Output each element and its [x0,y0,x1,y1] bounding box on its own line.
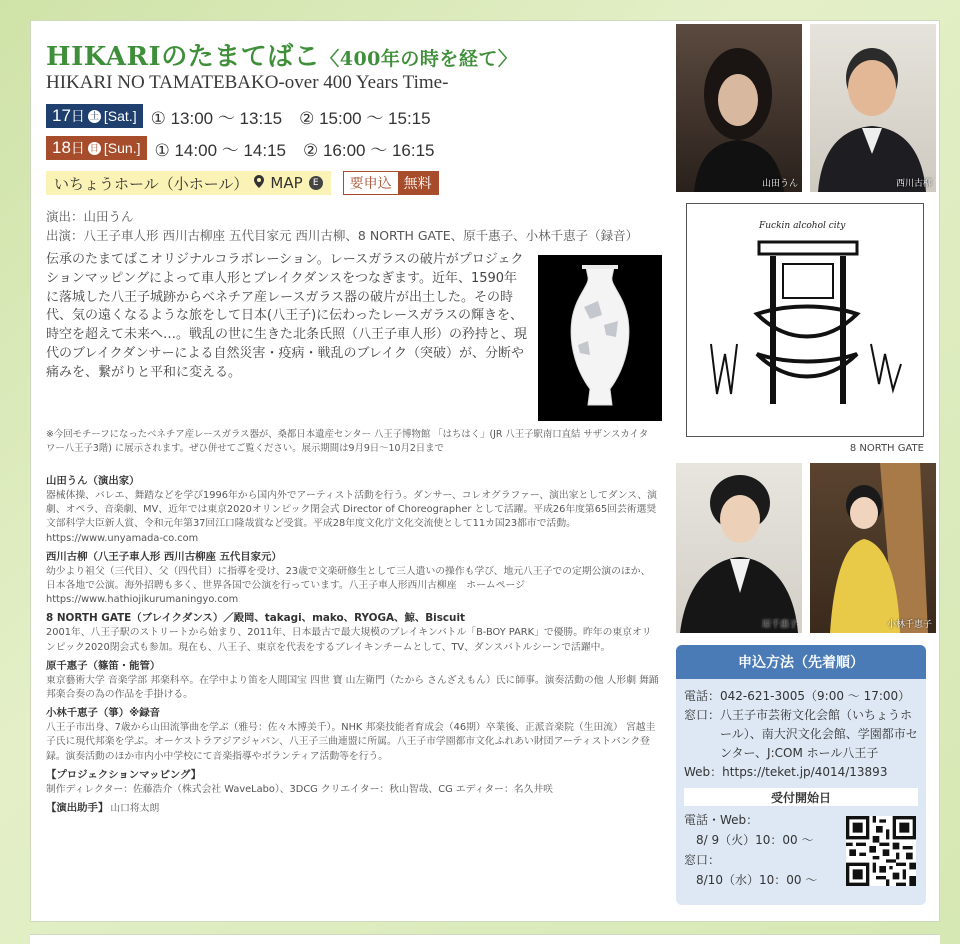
apply-badge [343,171,439,195]
photo-caption: 小林千恵子 [886,620,932,630]
start-window-label: 窓口： [684,853,721,867]
bio-projection [46,768,660,797]
photo-caption: 山田うん [761,179,798,189]
apply-window-row [684,706,918,763]
apply-method-title: 申込方法（先着順） [676,645,926,679]
date-badge [46,104,143,128]
bio-name: 8 NORTH GATE（ブレイクダンス）／殿岡、takagi、mako、RYOGA、鯨、Biscuit [46,612,465,625]
exhibition-note: ※今回モチーフになったベネチア産レースガラス器が、桑都日本遺産センター 八王子博物館 「はちはく」(JR 八王子駅南口直結 サザンスカイタワー八王子3階) に展示されます。ぜひ併せてご覧ください。展示期間は9月9日～10月2日まで [46,429,649,454]
fee-free: 無料 [398,172,438,194]
map-mark: E [309,176,323,190]
bios [46,474,660,820]
bio-nishikawa [46,550,660,608]
bio-text: 2001年、八王子駅のストリートから始まり、2011年、日本最古で最大規模のブレイキンバトル「B-BOY PARK」で優勝。昨年の東京オリンピック2020閉会式も参加。現在も、八王子、東京を代表をするブレイキンチームとして、TV、ダンスバトルシーンで活躍中。 [46,627,652,653]
credit-cast: 出演：八王子車人形 西川古柳座 五代目家元 西川古柳、8 NORTH GATE、原千惠子、小林千恵子（録音） [46,228,639,243]
photo-caption: 原千惠子 [761,620,798,630]
phone-label: 電話： [684,689,721,703]
apply-required: 要申込 [344,172,398,194]
date-times: ① 13:00 ～ 13:15 ② 15:00 ～ 15:15 [150,108,431,128]
photo-yamada [676,24,802,192]
date-row-17 [46,104,431,128]
apply-phone-row [684,687,918,706]
title-sub: 〈400年の時を経て〉 [320,48,518,70]
date-day: 17 [52,106,71,125]
glass-vase-image [538,255,662,421]
start-web-label: 電話・Web： [684,813,759,827]
date-row-18 [46,136,435,160]
bio-text: 幼少より祖父（三代目）、父（四代目）に指導を受け、23歳で文楽研修生として三人遣いの操作も学び、地元八王子での定期公演のほか、日本各地で公演。海外招聘も多く、世界各国で公演を行っています。八王子車人形西川古柳座 ホームページ https://www.hathiojikurumaningyo.com [46,565,651,606]
apply-web-row [684,763,918,782]
apply-method-box [676,645,926,905]
venue-row [46,171,439,195]
bio-name: 【演出助手】 [46,802,109,815]
window-locations: 八王子市芸術文化会館（いちょうホール）、南大沢文化会館、学園都市センター、J:COM ホール八王子 [720,708,918,760]
bio-name: 小林千恵子（箏）※録音 [46,707,161,720]
dow-mark: 日 [89,142,99,153]
bio-name: 山田うん（演出家） [46,475,140,487]
bio-text: 器械体操、バレエ、舞踏などを学び1996年から国内外でアーティスト活動を行う。ダンサー、コレオグラファー、演出家としてダンス、演劇、オペラ、音楽劇、MV、近年では東京2020オリンピック閉会式 Director of Choreographer として活躍。平成26年度第65回芸術選奨文部科学大臣新人賞、令和元年第37回江口隆哉賞など受賞。平成28年度文化庁文化交流使として11カ国23都市で活動。https://www.unyamada-co.com [46,490,657,544]
credits [46,207,638,245]
photo-nishikawa [810,24,936,192]
date-badge [46,136,147,160]
phone-number[interactable]: 042-621-3005（9:00 ～ 17:00） [720,689,911,703]
bio-kobayashi [46,706,660,764]
title-main: HIKARIのたまてばこ [46,42,321,72]
web-link[interactable]: https://teket.jp/4014/13893 [722,765,888,779]
window-label: 窓口： [684,708,721,722]
bio-northgate [46,611,660,654]
logo-text: Fuckin alcohol city [759,221,846,231]
bio-yamada [46,474,660,546]
apply-method-body [676,679,926,782]
bio-text: 山口将太朗 [110,803,160,815]
web-label: Web： [684,765,723,779]
bio-assistant [46,801,660,816]
bio-name: 西川古柳（八王子車人形 西川古柳座 五代目家元） [46,550,282,563]
date-dow: [Sun.] [103,140,141,156]
map-link[interactable]: MAP [270,174,303,192]
start-window-date: 8/10（水）10：00 ～ [696,873,818,887]
bio-name: 原千惠子（篠笛・能管） [46,659,161,672]
next-panel-edge [30,934,940,944]
start-date-title: 受付開始日 [684,788,918,806]
page-subtitle: HIKARI NO TAMATEBAKO-over 400 Years Time- [46,72,449,93]
start-web-date: 8/ 9（火）10：00 ～ [696,833,814,847]
northgate-logo [686,203,924,437]
credit-director: 演出：山田うん [46,209,134,224]
description: 伝承のたまてばこオリジナルコラボレーション。レースガラスの破片がプロジェクションマッピングによって車人形とブレイクダンスをつなぎます。近年、1590年に落城した八王子城跡からベネチア産レースガラス器の破片が出土した。その時代、気の遠くなるような旅をして日本(八王子)に伝わったレースガラスの輝きを、時空を超えて未来へ…。戦乱の世に生きた北条氏照（八王子車人形）の矜持と、現代のブレイクダンサーによる自然災害・疫病・戦乱のブレイク（突破）が、分断や痛みを、繋がりと平和に変える。 [46,252,528,380]
photo-hara [676,463,802,633]
bio-text: 制作ディレクター：佐藤浩介（株式会社 WaveLabo）、3DCG クリエイター：秋山智哉、CG エディター：名久井咲 [46,783,553,795]
qr-code-icon[interactable] [846,816,916,886]
date-unit: 日 [70,108,85,124]
start-date-body [676,806,926,894]
bio-text: 八王子市出身、7歳から山田流箏曲を学ぶ（雅号：佐々木博美千）。NHK 邦楽技能者育成会（46期）卒業後、正派音楽院（生田流） 宮越圭子氏に現代邦楽を学ぶ。オーケストラアジアジャパン、八王子三曲連盟に所属。八王子市学園都市文化ふれあい財団アーティストバンク登録。演奏活動のほか市内小中学校にて音楽指導やボランティア活動等を行う。 [46,722,656,762]
photo-kobayashi [810,463,936,633]
venue-badge [46,171,331,195]
date-dow: [Sat.] [103,108,137,124]
map-pin-icon [254,175,264,192]
date-day: 18 [52,138,71,157]
bio-text: 東京藝術大学 音楽学部 邦楽科卒。在学中より笛を人間国宝 四世 寶 山左衛門（たから さんざえもん）氏に師事。演奏活動の他 人形劇 舞踊 邦楽合奏の為の作品を手掛ける。 [46,674,659,701]
logo-caption: 8 NORTH GATE [849,443,924,454]
photo-caption: 西川古柳 [895,179,932,189]
dow-mark: 土 [89,110,99,121]
date-unit: 日 [70,140,85,156]
date-times: ① 14:00 ～ 14:15 ② 16:00 ～ 16:15 [154,140,435,160]
page-title [46,36,517,73]
bio-hara [46,659,660,702]
bio-name: 【プロジェクションマッピング】 [46,768,202,781]
venue-name: いちょうホール（小ホール） [54,174,249,193]
